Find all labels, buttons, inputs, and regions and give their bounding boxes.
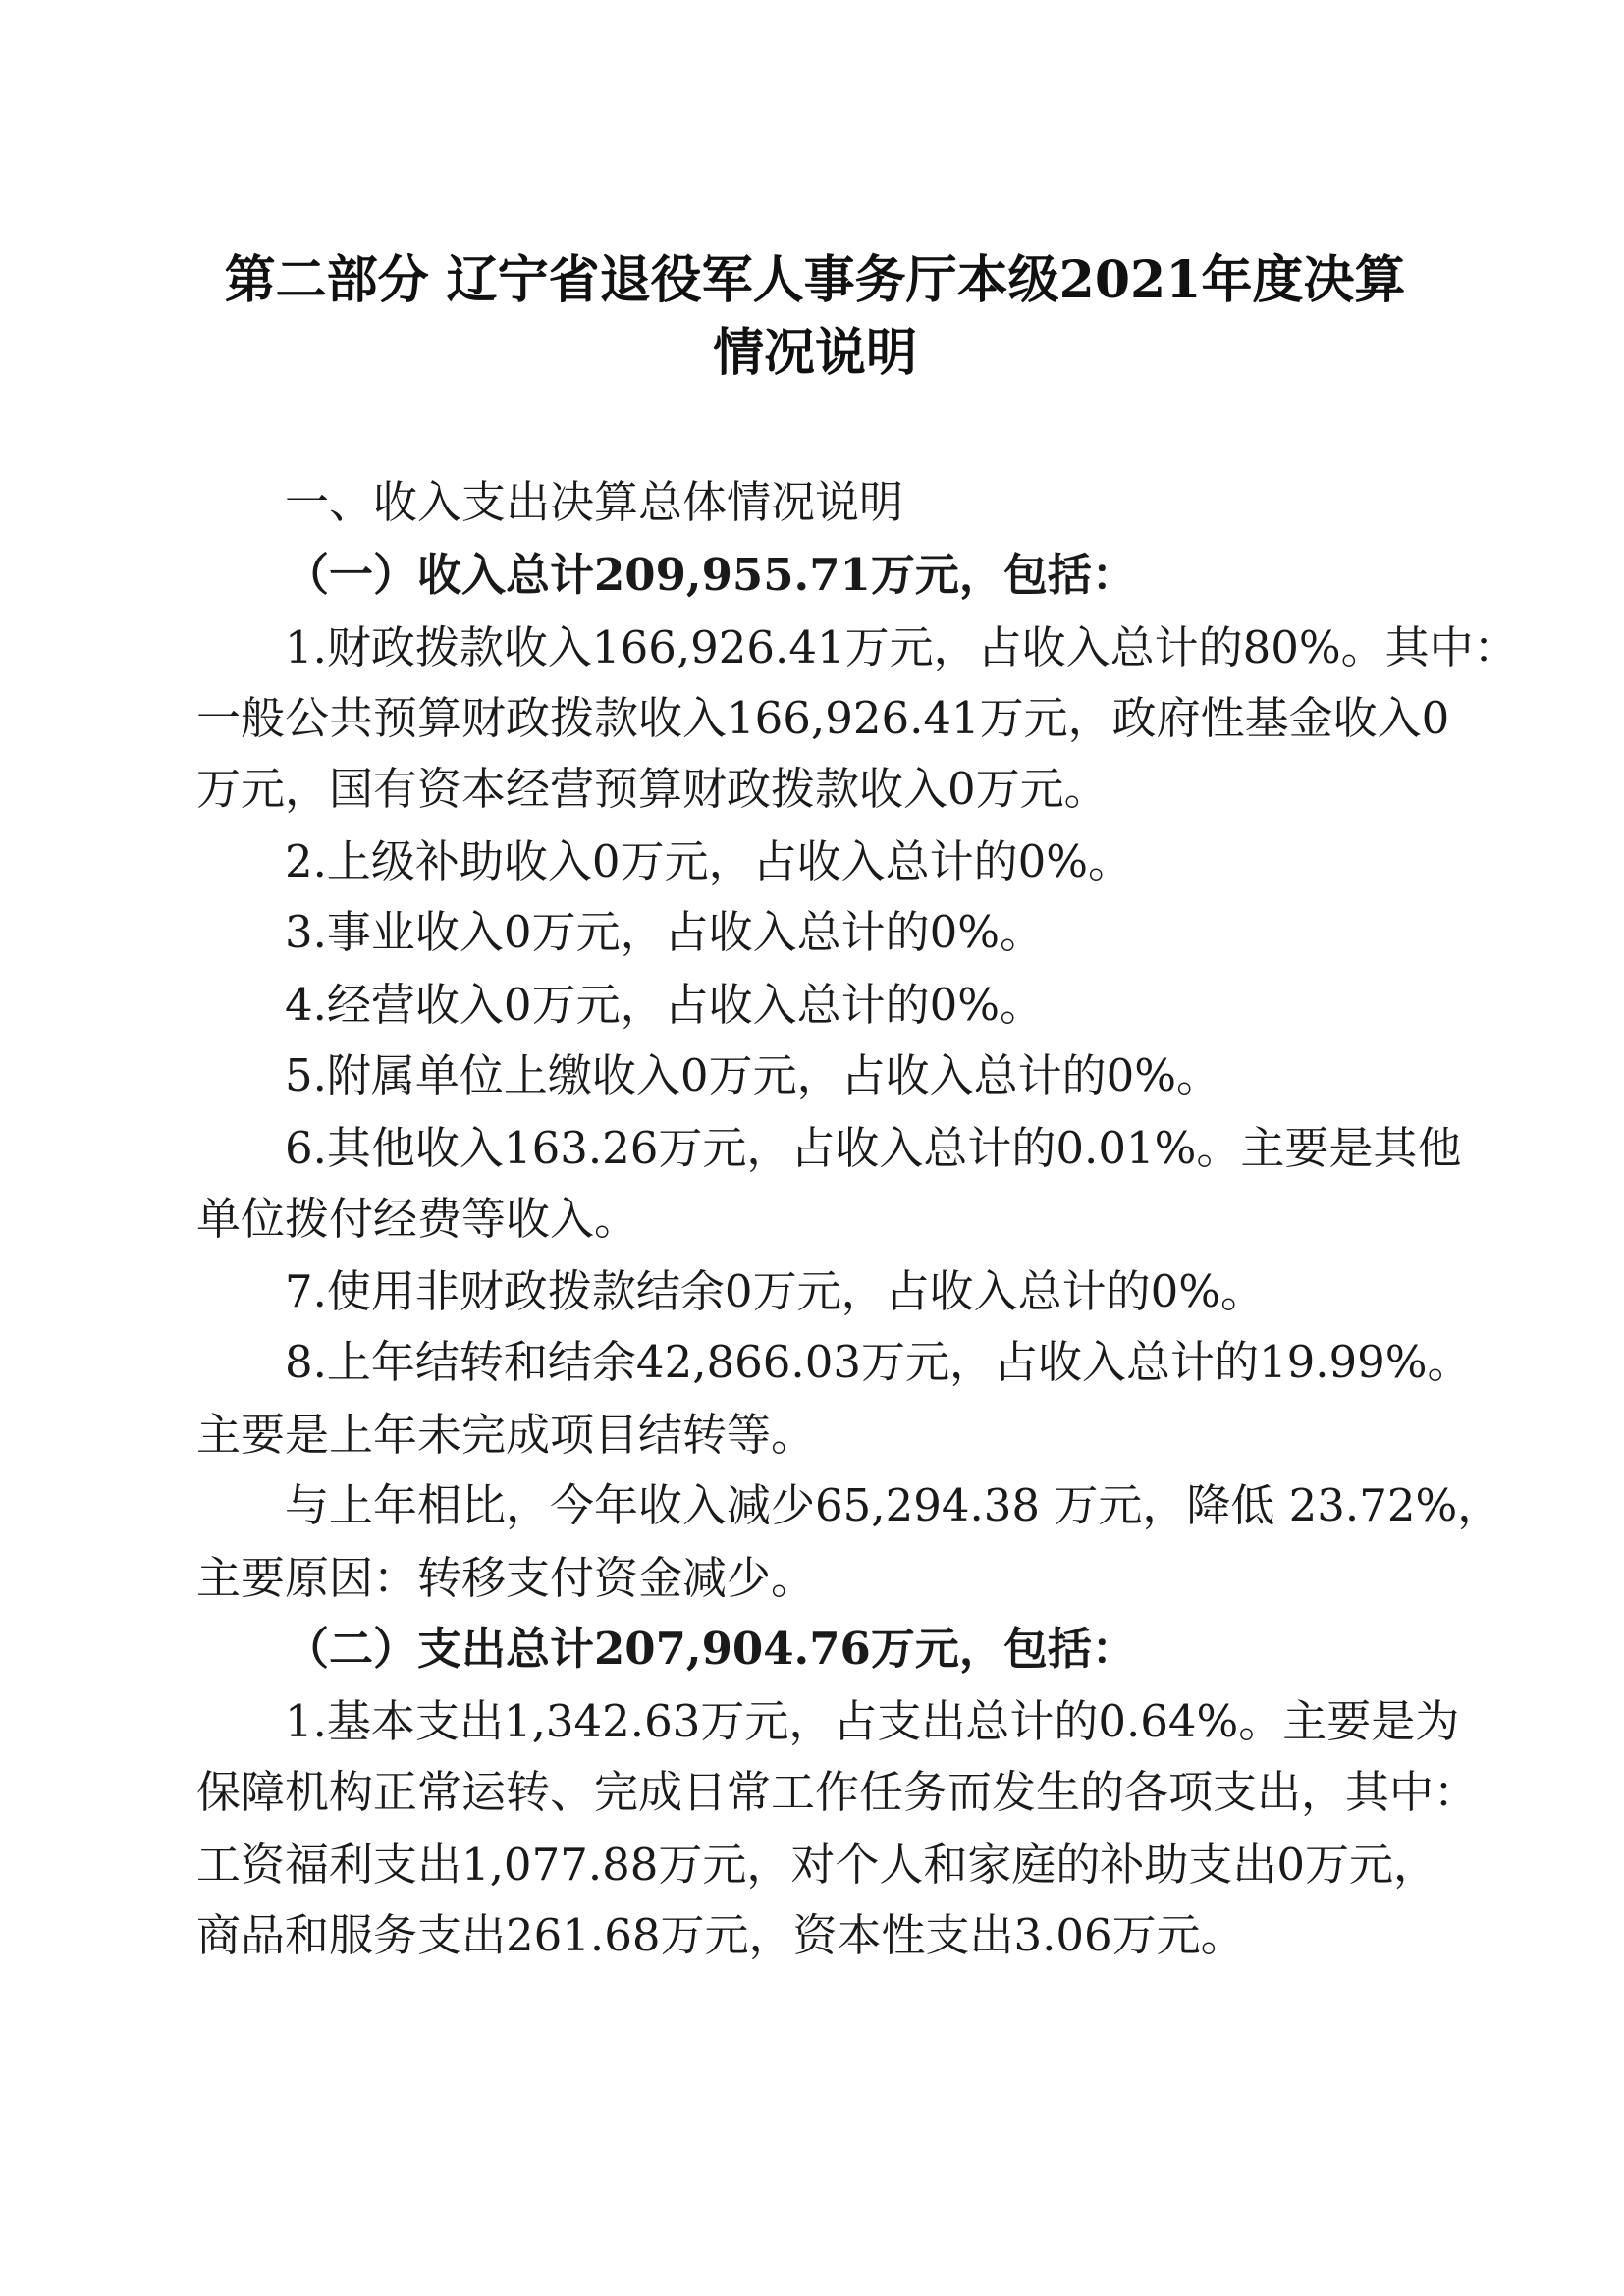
income-item-1-cont: 一般公共预算财政拨款收入166,926.41万元，政府性基金收入0	[196, 692, 1450, 744]
income-item-8: 8.上年结转和结余42,866.03万元，占收入总计的19.99%。	[285, 1336, 1472, 1388]
income-total-heading: （一）收入总计209,955.71万元，包括：	[285, 549, 1136, 601]
income-item-3: 3.事业收入0万元，占收入总计的0%。	[285, 906, 1044, 958]
page-title-line-1: 第二部分 辽宁省退役军人事务厅本级2021年度决算	[224, 250, 1406, 310]
income-item-4: 4.经营收入0万元，占收入总计的0%。	[285, 979, 1044, 1031]
income-item-6-cont: 单位拨付经费等收入。	[196, 1193, 639, 1245]
expense-total-heading: （二）支出总计207,904.76万元，包括：	[285, 1623, 1136, 1675]
expense-item-1-cont: 商品和服务支出261.68万元，资本性支出3.06万元。	[196, 1909, 1245, 1961]
income-item-1-cont: 万元，国有资本经营预算财政拨款收入0万元。	[196, 763, 1109, 815]
income-item-7: 7.使用非财政拨款结余0万元，占收入总计的0%。	[285, 1265, 1265, 1317]
income-comparison-cont: 主要原因：转移支付资金减少。	[196, 1552, 816, 1604]
income-item-6: 6.其他收入163.26万元，占收入总计的0.01%。主要是其他	[285, 1122, 1462, 1174]
expense-item-1: 1.基本支出1,342.63万元，占支出总计的0.64%。主要是为	[285, 1695, 1460, 1747]
income-comparison: 与上年相比，今年收入减少65,294.38 万元，降低 23.72%，	[285, 1479, 1502, 1531]
section-heading: 一、收入支出决算总体情况说明	[285, 476, 904, 528]
expense-item-1-cont: 工资福利支出1,077.88万元，对个人和家庭的补助支出0万元，	[196, 1839, 1438, 1891]
page-title-line-2: 情况说明	[712, 323, 917, 383]
expense-item-1-cont: 保障机构正常运转、完成日常工作任务而发生的各项支出，其中：	[196, 1766, 1479, 1818]
income-item-2: 2.上级补助收入0万元，占收入总计的0%。	[285, 835, 1132, 887]
income-item-5: 5.附属单位上缴收入0万元，占收入总计的0%。	[285, 1049, 1220, 1101]
income-item-8-cont: 主要是上年未完成项目结转等。	[196, 1409, 816, 1461]
income-item-1: 1.财政拨款收入166,926.41万元，占收入总计的80%。其中：	[285, 621, 1518, 673]
